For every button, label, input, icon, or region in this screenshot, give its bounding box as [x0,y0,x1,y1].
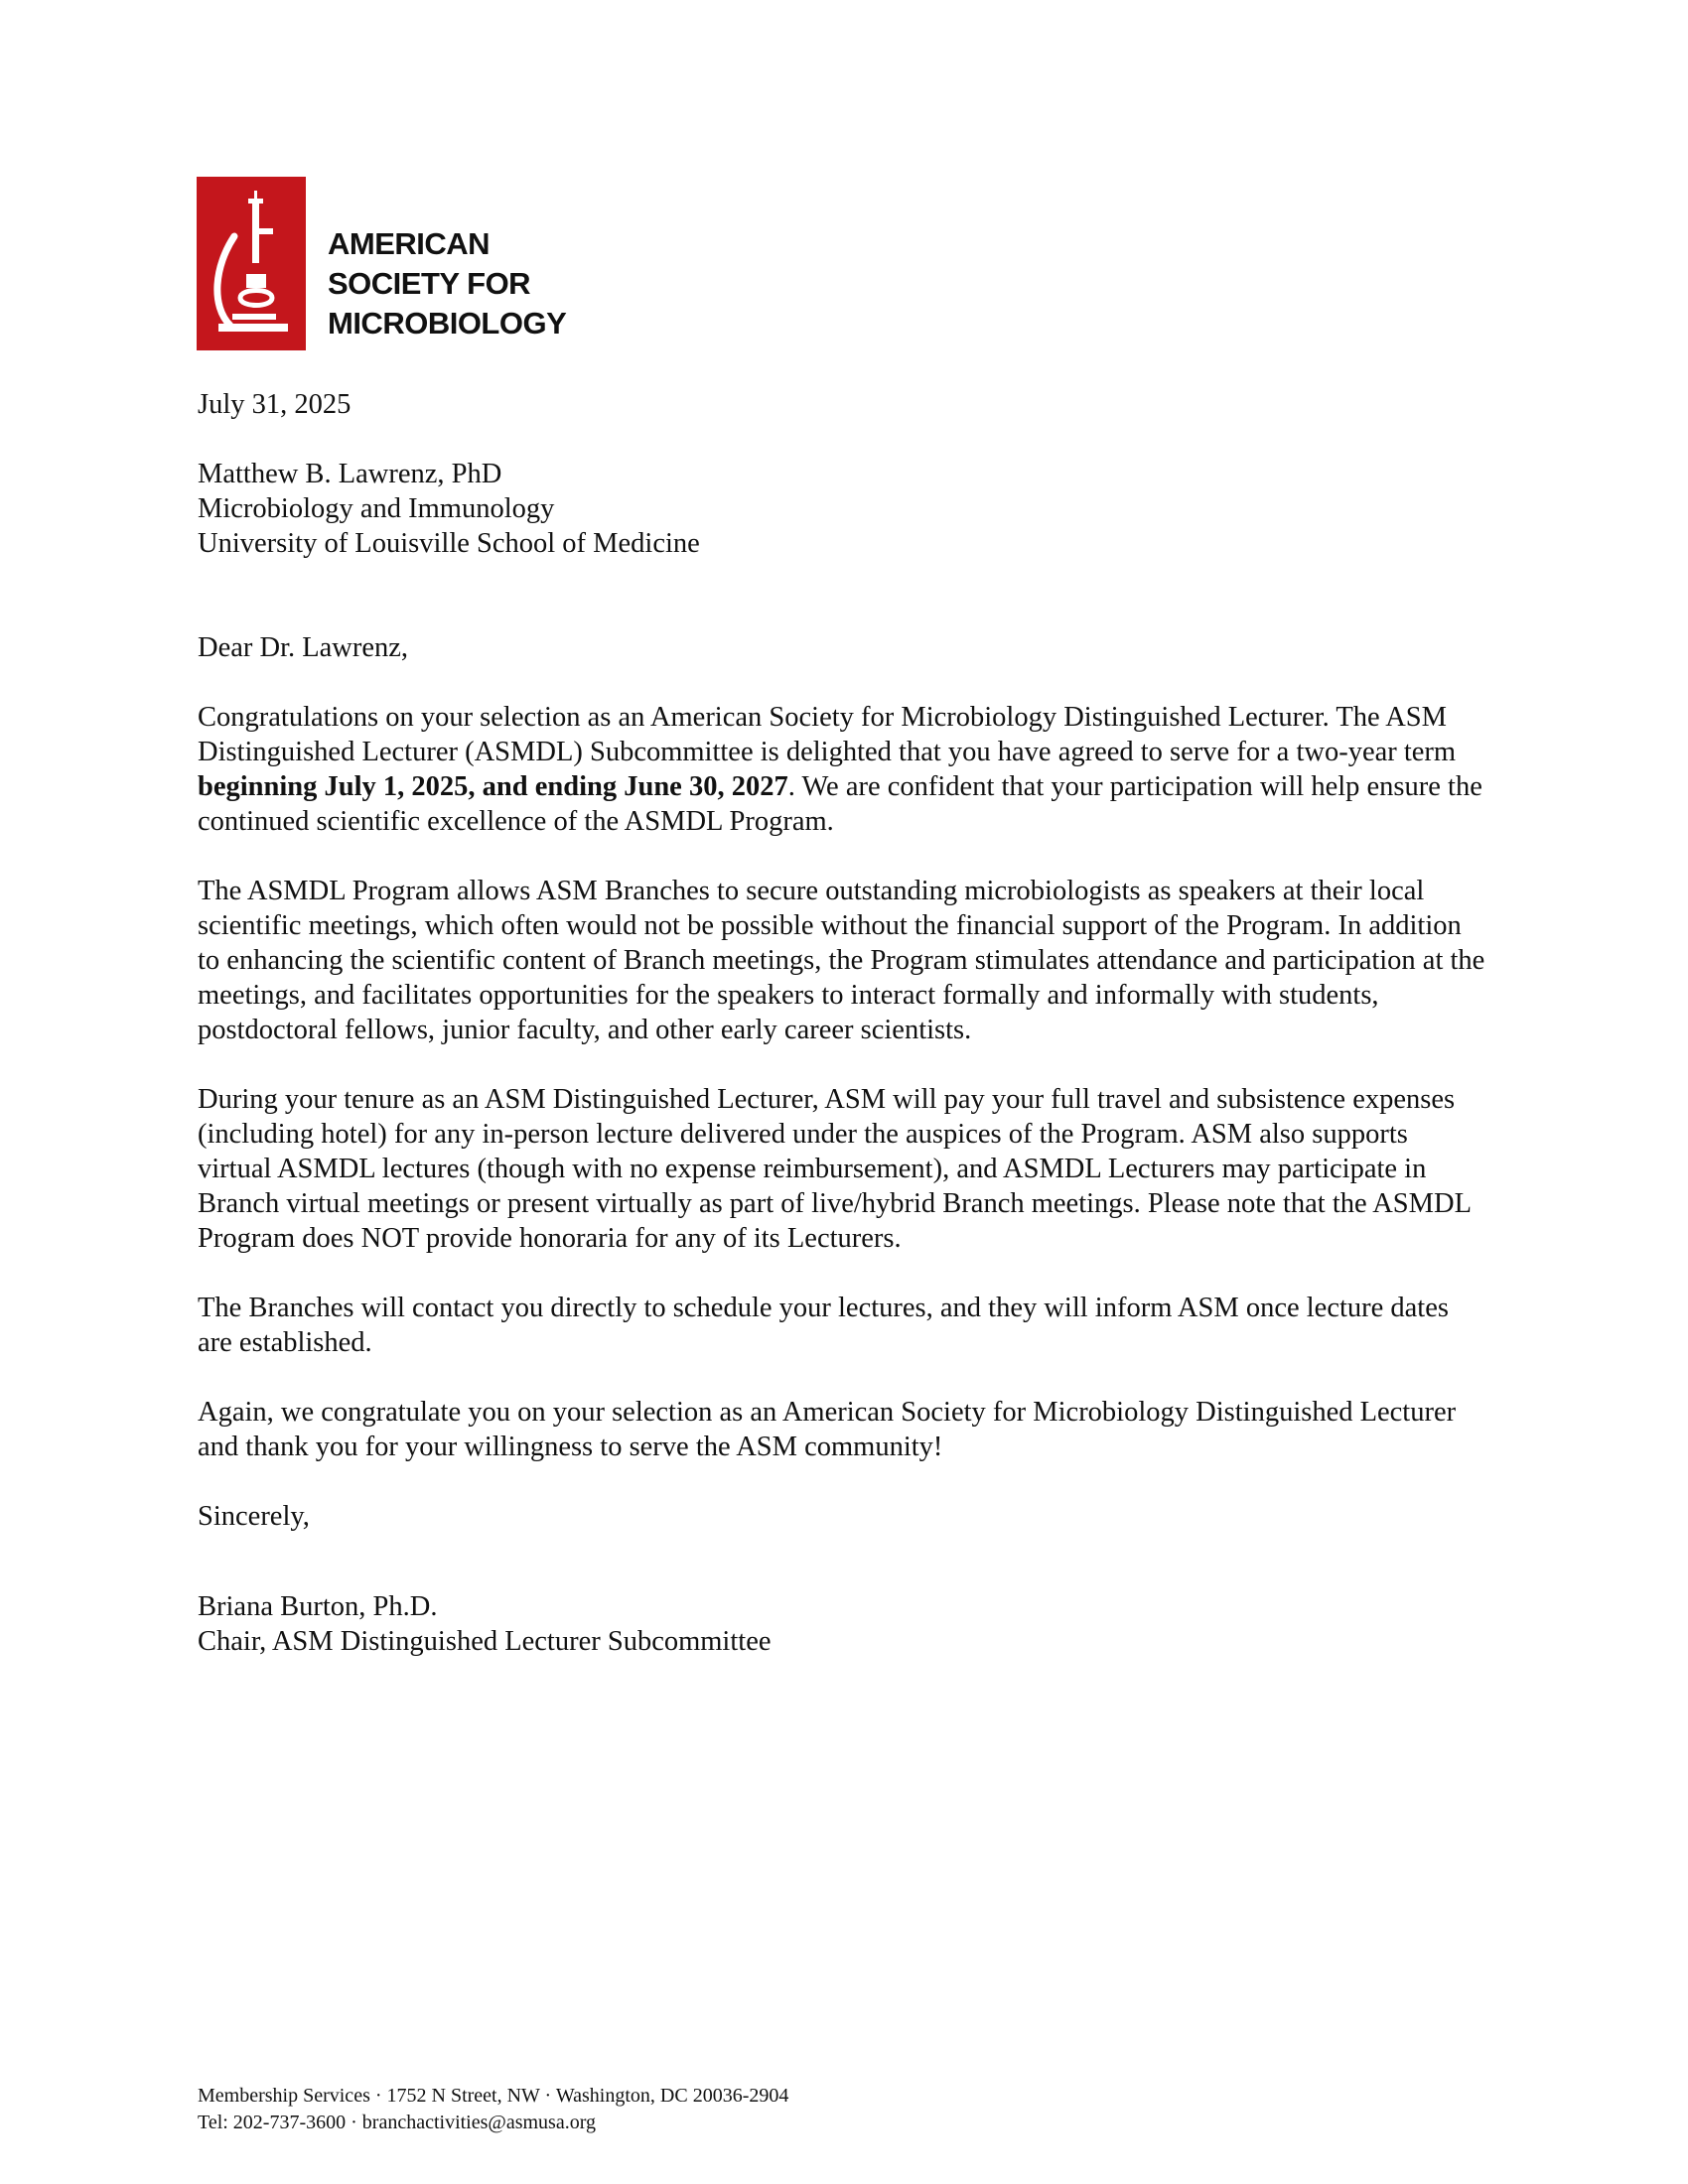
salutation: Dear Dr. Lawrenz, [198,632,409,663]
paragraph-5: Again, we congratulate you on your selection as an American Society for Microbiology Distinguished Lecturer and thank you for your willingness to serve the ASM community! [198,1397,1457,1462]
recipient-department: Microbiology and Immunology [198,493,555,524]
recipient-institution: University of Louisville School of Medicine [198,528,700,559]
signature-block [198,1589,1488,1659]
paragraph-1-text: Congratulations on your selection as an American Society for Microbiology Distinguished Lecturer. The ASM Distinguished Lecturer (ASMDL) Subcommittee is delighted that you have agreed to serve for a two-year term [198,702,1457,767]
signer-name: Briana Burton, Ph.D. [198,1591,438,1622]
microscope-logo-icon [197,177,306,350]
logo-line-2: SOCIETY FOR [328,266,531,301]
paragraph-1 [198,700,1488,839]
logo-line-3: MICROBIOLOGY [328,306,567,341]
footer-address: Membership Services · 1752 N Street, NW · Washington, DC 20036-2904 [198,2085,789,2107]
letter-body [198,387,1488,1659]
paragraph-2: The ASMDL Program allows ASM Branches to secure outstanding microbiologists as speakers at their local scientific meetings, which often would not be possible without the financial support of the Program. In addition to enhancing the scientific content of Branch meetings, the Program stimulates attendance and participation at the meetings, and facilitates opportunities for the speakers to interact formally and informally with students, postdoctoral fellows, junior faculty, and other early career scientists. [198,876,1485,1045]
paragraph-3: During your tenure as an ASM Distinguished Lecturer, ASM will pay your full travel and subsistence expenses (including hotel) for any in-person lecture delivered under the auspices of the Program. ASM also supports virtual ASMDL lectures (though with no expense reimbursement), and ASMDL Lecturers may participate in Branch virtual meetings or present virtually as part of live/hybrid Branch meetings. Please note that the ASMDL Program does NOT provide honoraria for any of its Lecturers. [198,1084,1471,1254]
term-dates: beginning July 1, 2025, and ending June 30, 2027 [198,771,788,802]
paragraph-4: The Branches will contact you directly to schedule your lectures, and they will inform ASM once lecture dates are established. [198,1293,1449,1358]
asm-logo [197,177,566,350]
footer-contact: Tel: 202-737-3600 · branchactivities@asmusa.org [198,2112,596,2133]
signer-title: Chair, ASM Distinguished Lecturer Subcommittee [198,1626,772,1657]
footer [198,2083,788,2136]
logo-wordmark [328,224,566,343]
letter-date: July 31, 2025 [198,389,352,420]
logo-line-1: AMERICAN [328,226,491,261]
recipient-name: Matthew B. Lawrenz, PhD [198,459,502,489]
closing: Sincerely, [198,1501,310,1532]
recipient-address [198,457,1488,561]
paragraph-1-text-end: . We are confident that your participation will help ensure the continued scientific excellence of the ASMDL Program. [198,771,1482,837]
